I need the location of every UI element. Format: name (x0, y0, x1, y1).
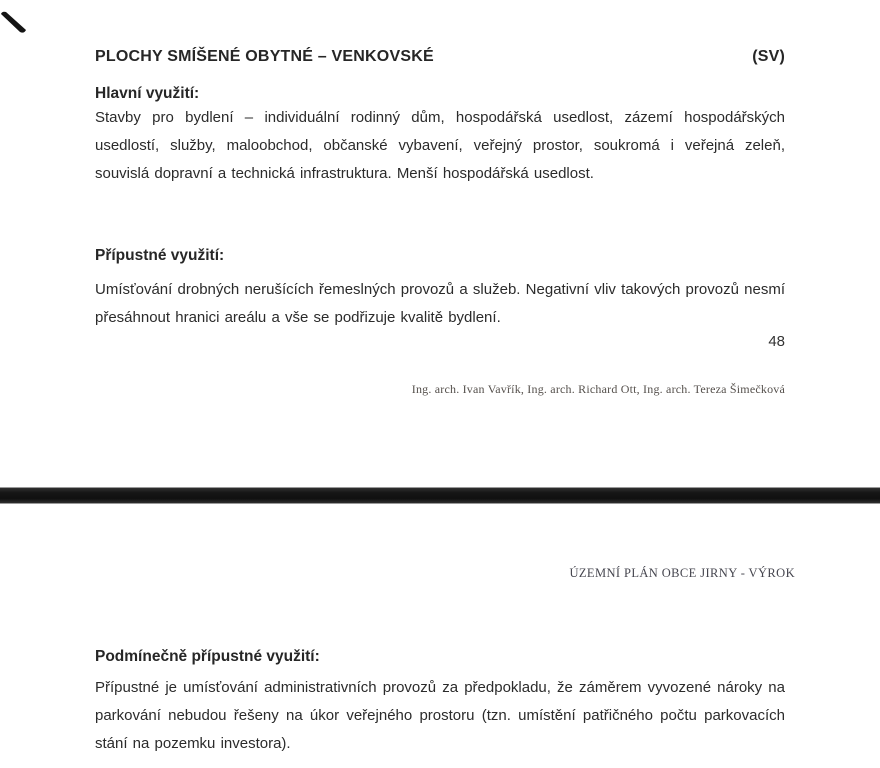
paragraph-conditional-use: Přípustné je umísťování administrativních provozů za předpokladu, že záměrem vyvozené nároky na parkování nebudou řešeny na úkor veřejného prostoru (tzn. umístění patřičného počtu parkovacích stání na pozemku investora). (95, 679, 785, 752)
page-title: PLOCHY SMÍŠENÉ OBYTNÉ – VENKOVSKÉ (95, 48, 434, 65)
corner-ink-mark-icon (0, 4, 30, 34)
paragraph-main-use: Stavby pro bydlení – individuální rodinný dům, hospodářská usedlost, zázemí hospodářských usedlostí, služby, maloobchod, občanské vybavení, veřejný prostor, soukromá i veřejná zeleň, souvislá dopravní a technická infrastruktura. Menší hospodářská usedlost. (95, 109, 785, 182)
heading-permissible-use: Přípustné využití: (95, 247, 225, 264)
heading-main-use: Hlavní využití: (95, 85, 200, 102)
page-break-bar (0, 487, 880, 504)
paragraph-permissible-use: Umísťování drobných nerušících řemeslných provozů a služeb. Negativní vliv takových provozů nesmí přesáhnout hranici areálu a vše se podřizuje kvalitě bydlení. (95, 281, 785, 326)
page-header-document-title: ÚZEMNÍ PLÁN OBCE JIRNY - VÝROK (569, 566, 795, 580)
zone-code-label: (SV) (752, 48, 785, 65)
authors-footer: Ing. arch. Ivan Vavřík, Ing. arch. Richard Ott, Ing. arch. Tereza Šimečková (411, 382, 785, 396)
heading-conditional-use: Podmínečně přípustné využití: (95, 648, 320, 665)
page-number: 48 (768, 333, 785, 350)
section-title-row (95, 47, 785, 67)
